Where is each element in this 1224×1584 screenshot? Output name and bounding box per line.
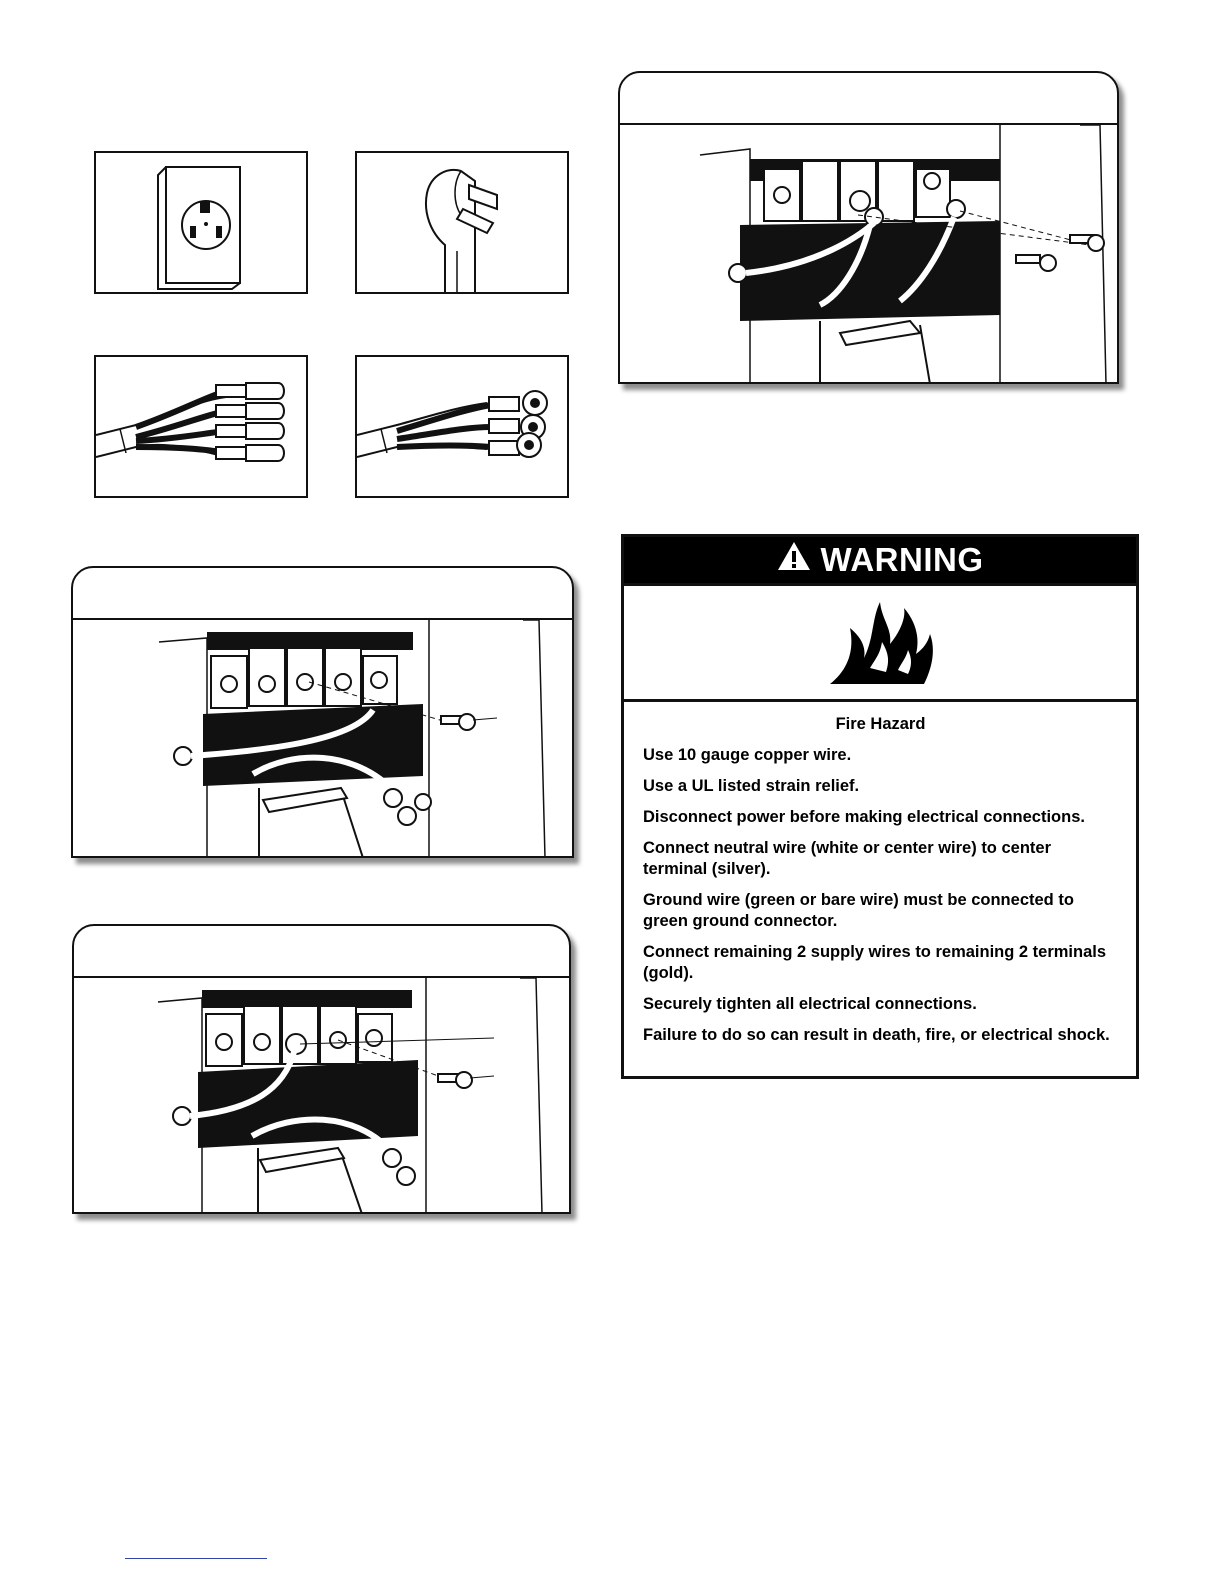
terminal-block-figure-neutral xyxy=(72,924,571,1214)
terminal-block-icon xyxy=(74,978,569,1214)
warning-line: Securely tighten all electrical connections. xyxy=(643,995,977,1013)
warning-header xyxy=(624,537,1136,583)
terminal-block-icon xyxy=(73,620,572,858)
warning-line: Connect neutral wire (white or center wire) to center terminal (silver). xyxy=(643,839,1051,878)
warning-line: Connect remaining 2 supply wires to remaining 2 terminals (gold). xyxy=(643,943,1107,982)
warning-triangle-icon xyxy=(777,541,811,579)
plug-icon xyxy=(357,153,567,292)
ring-terminal-icon xyxy=(357,357,567,496)
warning-box xyxy=(621,534,1139,1079)
warning-line: Disconnect power before making electrical connections. xyxy=(643,808,1085,826)
warning-line: Ground wire (green or bare wire) must be connected to green ground connector. xyxy=(643,891,1074,930)
spade-terminals-figure xyxy=(94,355,308,498)
fire-icon xyxy=(624,583,1136,702)
warning-label: WARNING xyxy=(820,541,984,578)
hazard-title: Fire Hazard xyxy=(835,715,926,733)
receptacle-icon xyxy=(96,153,306,292)
terminal-block-icon xyxy=(620,125,1117,384)
receptacle-figure xyxy=(94,151,308,294)
warning-line: Failure to do so can result in death, fire, or electrical shock. xyxy=(643,1026,1110,1044)
warning-line: Use a UL listed strain relief. xyxy=(643,777,860,795)
warning-body xyxy=(624,702,1136,1046)
spade-terminal-icon xyxy=(96,357,306,496)
plug-figure xyxy=(355,151,569,294)
panel-header xyxy=(73,568,572,620)
panel-header xyxy=(620,73,1117,125)
footer-rule xyxy=(125,1558,267,1559)
terminal-block-figure-ground xyxy=(71,566,574,858)
warning-line: Use 10 gauge copper wire. xyxy=(643,746,852,764)
terminal-block-figure-outer xyxy=(618,71,1119,384)
panel-header xyxy=(74,926,569,978)
ring-terminals-figure xyxy=(355,355,569,498)
